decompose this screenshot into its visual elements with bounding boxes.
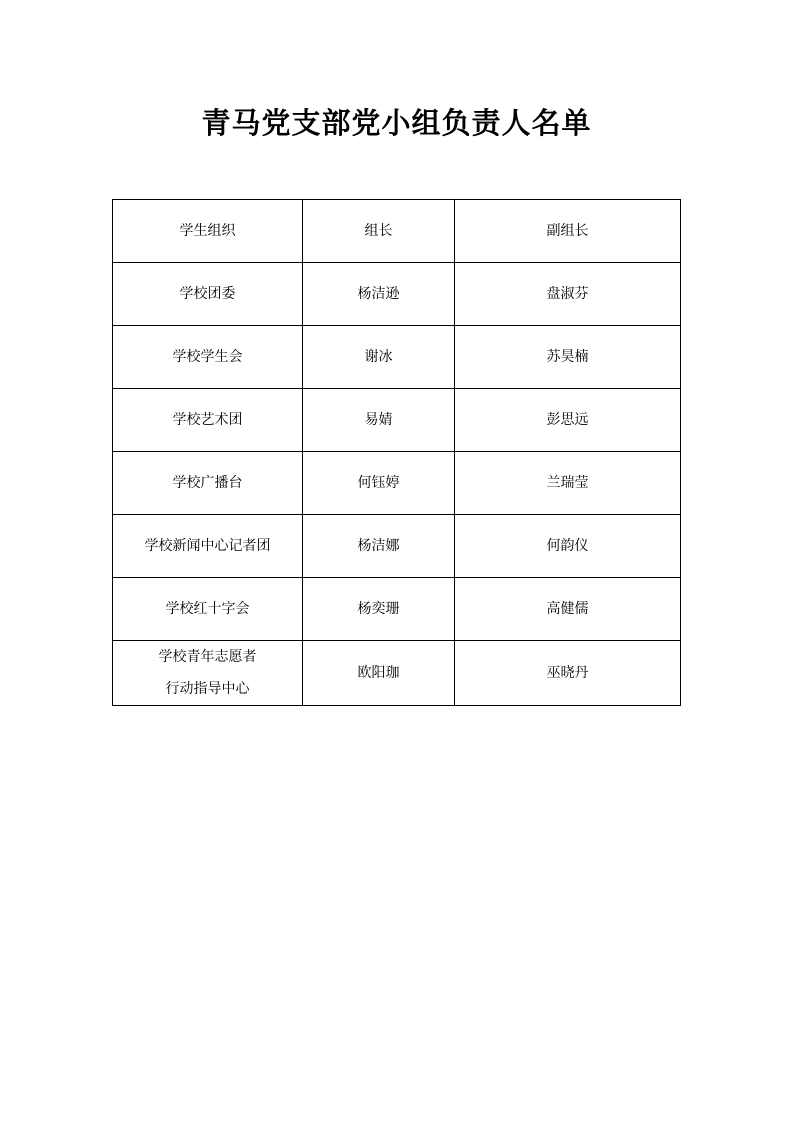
leader-cell: 杨洁逊 xyxy=(303,263,455,326)
org-cell xyxy=(113,641,303,706)
deputy-cell: 何韵仪 xyxy=(455,515,681,578)
table-row xyxy=(113,578,681,641)
leader-cell: 易婧 xyxy=(303,389,455,452)
org-cell: 学校团委 xyxy=(113,263,303,326)
table-row xyxy=(113,515,681,578)
org-cell: 学校艺术团 xyxy=(113,389,303,452)
table-row xyxy=(113,389,681,452)
org-cell-line-2: 行动指导中心 xyxy=(165,681,250,697)
header-leader: 组长 xyxy=(303,200,455,263)
deputy-cell: 彭思远 xyxy=(455,389,681,452)
leader-cell: 杨洁娜 xyxy=(303,515,455,578)
leader-roster-table xyxy=(112,199,681,706)
table-row xyxy=(113,452,681,515)
org-cell: 学校新闻中心记者团 xyxy=(113,515,303,578)
deputy-cell: 高健儒 xyxy=(455,578,681,641)
org-cell: 学校广播台 xyxy=(113,452,303,515)
table-row xyxy=(113,326,681,389)
org-cell-line-1: 学校青年志愿者 xyxy=(158,649,257,665)
deputy-cell: 巫晓丹 xyxy=(455,641,681,706)
table-header-row xyxy=(113,200,681,263)
org-cell: 学校红十字会 xyxy=(113,578,303,641)
page-title: 青马党支部党小组负责人名单 xyxy=(201,106,592,140)
leader-cell: 何钰婷 xyxy=(303,452,455,515)
deputy-cell: 兰瑞莹 xyxy=(455,452,681,515)
deputy-cell: 苏昊楠 xyxy=(455,326,681,389)
deputy-cell: 盘淑芬 xyxy=(455,263,681,326)
header-deputy-leader: 副组长 xyxy=(455,200,681,263)
table-row xyxy=(113,641,681,706)
leader-cell: 杨奕珊 xyxy=(303,578,455,641)
org-cell: 学校学生会 xyxy=(113,326,303,389)
leader-cell: 欧阳珈 xyxy=(303,641,455,706)
table-row xyxy=(113,263,681,326)
header-student-org: 学生组织 xyxy=(113,200,303,263)
leader-cell: 谢冰 xyxy=(303,326,455,389)
